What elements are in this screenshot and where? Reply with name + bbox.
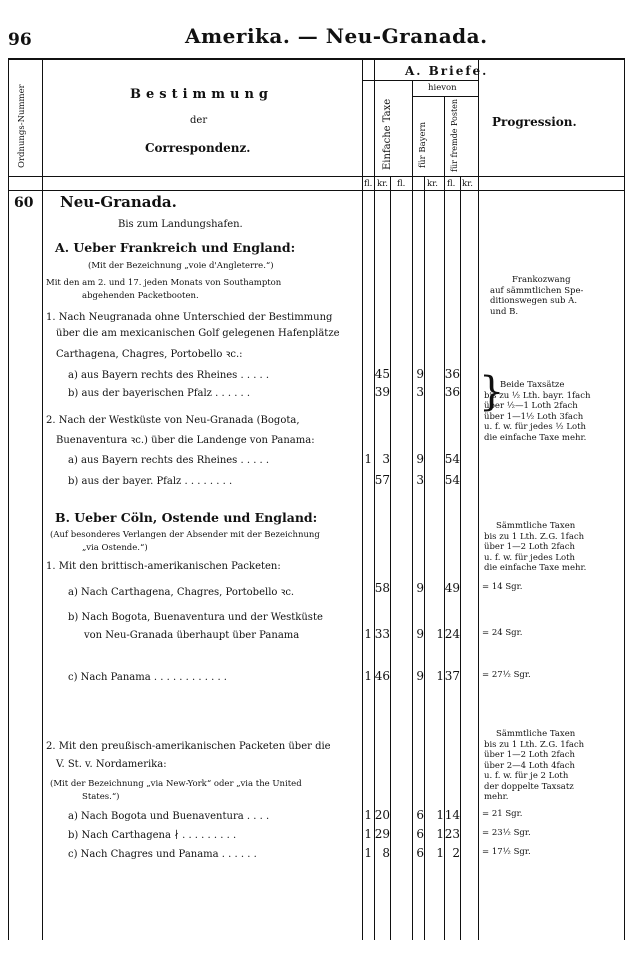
row-label: a) aus Bayern rechts des Rheines . . . . . bbox=[68, 455, 270, 466]
cell-einfache-fl: 1 bbox=[364, 827, 372, 841]
row-label: von Neu-Granada überhaupt über Panama bbox=[84, 630, 300, 641]
note-b2: (Mit der Bezeichnung „via New-York“ oder „via the United bbox=[50, 779, 302, 789]
text-b1: 1. Mit den brittisch-amerikanischen Packeten: bbox=[46, 561, 281, 572]
section-title: Neu-Granada. bbox=[60, 193, 177, 211]
row-label: a) Nach Bogota und Buenaventura . . . . bbox=[68, 811, 270, 822]
cell-einfache-kr: 33 bbox=[374, 627, 390, 641]
progression-note: Sämmtliche Taxen bis zu 1 Lth. Z.G. 1fach über 1—2 Loth 2fach u. f. w. für jedes Loth die einfache Taxe mehr. bbox=[484, 521, 587, 573]
cell-einfache-kr: 45 bbox=[374, 367, 390, 381]
cell-einfache-kr: 29 bbox=[374, 827, 390, 841]
text-a1: Carthagena, Chagres, Portobello ꝛc.: bbox=[56, 349, 243, 360]
text-a: abgehenden Packetbooten. bbox=[82, 291, 199, 301]
progression-value: = 17½ Sgr. bbox=[482, 847, 531, 857]
cell-fremde-kr: 54 bbox=[444, 473, 460, 487]
section-number: 60 bbox=[14, 195, 34, 211]
cell-einfache-fl: 1 bbox=[364, 627, 372, 641]
cell-einfache-fl: 1 bbox=[364, 669, 372, 683]
note-b: (Auf besonderes Verlangen der Absender mit der Bezeichnung bbox=[50, 530, 320, 540]
row-label: b) aus der bayer. Pfalz . . . . . . . . bbox=[68, 476, 233, 487]
cell-einfache-kr: 8 bbox=[382, 846, 390, 860]
cell-fremde-fl: 1 bbox=[436, 808, 444, 822]
col-divider-6 bbox=[460, 176, 461, 940]
header-der: der bbox=[190, 115, 208, 126]
hievon-rule bbox=[412, 96, 478, 97]
cell-einfache-kr: 58 bbox=[374, 581, 390, 595]
cell-einfache-fl: 1 bbox=[364, 452, 372, 466]
text-a1: über die am mexicanischen Golf gelegenen Hafenplätze bbox=[56, 328, 340, 339]
cell-bayern-kr: 6 bbox=[416, 846, 424, 860]
header-bestimmung: Bestimmung bbox=[130, 87, 274, 102]
cell-fremde-kr: 36 bbox=[444, 367, 460, 381]
progression-note: Beide Taxsätze bis zu ½ Lth. bayr. 1fach über ½—1 Loth 2fach über 1—1½ Loth 3fach u. f. w. für jedes ½ Loth die einfache Taxe mehr. bbox=[484, 380, 591, 443]
progression-value: = 14 Sgr. bbox=[482, 582, 523, 592]
unit-label: fl. bbox=[364, 179, 373, 189]
heading-b: B. Ueber Cöln, Ostende und England: bbox=[55, 510, 318, 525]
cell-bayern-kr: 6 bbox=[416, 808, 424, 822]
progression-value: = 23½ Sgr. bbox=[482, 828, 531, 838]
cell-fremde-kr: 24 bbox=[444, 627, 460, 641]
cell-fremde-fl: 1 bbox=[436, 627, 444, 641]
cell-bayern-kr: 3 bbox=[416, 473, 424, 487]
cell-fremde-kr: 14 bbox=[444, 808, 460, 822]
text-a2: 2. Nach der Westküste von Neu-Granada (Bogota, bbox=[46, 415, 300, 426]
left-border bbox=[8, 60, 9, 940]
row-label: b) aus der bayerischen Pfalz . . . . . . bbox=[68, 388, 251, 399]
progression-value: = 24 Sgr. bbox=[482, 628, 523, 638]
text-b2: 2. Mit den preußisch-amerikanischen Packeten über die bbox=[46, 741, 331, 752]
header-fremde-posten: für fremde Posten bbox=[450, 98, 459, 172]
table-top-rule bbox=[8, 58, 625, 60]
cell-einfache-kr: 39 bbox=[374, 385, 390, 399]
cell-fremde-kr: 2 bbox=[452, 846, 460, 860]
cell-einfache-kr: 46 bbox=[374, 669, 390, 683]
briefe-rule bbox=[362, 80, 478, 81]
header-ordnungs-nummer: Ordnungs-Nummer bbox=[17, 84, 27, 168]
header-hievon: hievon bbox=[428, 83, 457, 93]
unit-label: kr. bbox=[462, 179, 473, 189]
cell-bayern-kr: 9 bbox=[416, 669, 424, 683]
cell-fremde-fl: 1 bbox=[436, 846, 444, 860]
header-bottom-rule bbox=[8, 176, 625, 177]
progression-note: Frankozwang auf sämmtlichen Spe- ditionswegen sub A. und B. bbox=[490, 275, 584, 317]
header-briefe: A. Briefe. bbox=[405, 64, 489, 78]
cell-fremde-kr: 23 bbox=[444, 827, 460, 841]
col-divider-progression bbox=[478, 60, 479, 940]
cell-einfache-kr: 20 bbox=[374, 808, 390, 822]
units-bottom-rule bbox=[8, 190, 625, 191]
unit-label: fl. bbox=[397, 179, 406, 189]
header-progression: Progression. bbox=[492, 115, 577, 129]
row-label: b) Nach Bogota, Buenaventura und der Westküste bbox=[68, 612, 323, 623]
brace-icon: } bbox=[479, 369, 505, 415]
cell-fremde-kr: 36 bbox=[444, 385, 460, 399]
cell-einfache-kr: 57 bbox=[374, 473, 390, 487]
section-subtitle: Bis zum Landungshafen. bbox=[118, 219, 243, 230]
row-label: a) Nach Carthagena, Chagres, Portobello ꝛc. bbox=[68, 587, 295, 598]
right-border bbox=[624, 60, 625, 940]
note-b: „via Ostende.“) bbox=[82, 543, 148, 553]
unit-label: fl. bbox=[447, 179, 456, 189]
cell-einfache-fl: 1 bbox=[364, 808, 372, 822]
cell-fremde-kr: 54 bbox=[444, 452, 460, 466]
cell-einfache-fl: 1 bbox=[364, 846, 372, 860]
text-a1: 1. Nach Neugranada ohne Unterschied der Bestimmung bbox=[46, 312, 333, 323]
note-b2: States.“) bbox=[82, 792, 120, 802]
col-divider-number bbox=[42, 60, 43, 940]
heading-a: A. Ueber Frankreich und England: bbox=[55, 240, 296, 255]
cell-fremde-fl: 1 bbox=[436, 827, 444, 841]
unit-label: kr. bbox=[427, 179, 438, 189]
page-title: Amerika. — Neu-Granada. bbox=[185, 24, 488, 48]
row-label: a) aus Bayern rechts des Rheines . . . . . bbox=[68, 370, 270, 381]
text-a2: Buenaventura ꝛc.) über die Landenge von Panama: bbox=[56, 435, 315, 446]
cell-fremde-kr: 49 bbox=[444, 581, 460, 595]
progression-value: = 21 Sgr. bbox=[482, 809, 523, 819]
col-divider-2 bbox=[390, 176, 391, 940]
text-a: Mit den am 2. und 17. jeden Monats von Southampton bbox=[46, 278, 282, 288]
header-correspondenz: Correspondenz. bbox=[145, 141, 251, 155]
note-a: (Mit der Bezeichnung „voie d'Angleterre.“) bbox=[88, 261, 274, 271]
page-number: 96 bbox=[8, 30, 32, 50]
row-label: c) Nach Panama . . . . . . . . . . . . bbox=[68, 672, 227, 683]
progression-note: Sämmtliche Taxen bis zu 1 Lth. Z.G. 1fach über 1—2 Loth 2fach über 2—4 Loth 4fach u. f. w. für je 2 Loth der doppelte Taxsatz mehr. bbox=[484, 729, 585, 802]
cell-bayern-kr: 9 bbox=[416, 452, 424, 466]
cell-bayern-kr: 9 bbox=[416, 367, 424, 381]
unit-label: kr. bbox=[377, 179, 388, 189]
cell-bayern-kr: 9 bbox=[416, 581, 424, 595]
cell-fremde-kr: 37 bbox=[444, 669, 460, 683]
progression-value: = 27½ Sgr. bbox=[482, 670, 531, 680]
row-label: c) Nach Chagres und Panama . . . . . . bbox=[68, 849, 257, 860]
cell-fremde-fl: 1 bbox=[436, 669, 444, 683]
header-einfache-taxe: Einfache Taxe bbox=[382, 98, 393, 170]
cell-bayern-kr: 6 bbox=[416, 827, 424, 841]
cell-einfache-kr: 3 bbox=[382, 452, 390, 466]
text-b2: V. St. v. Nordamerika: bbox=[56, 759, 167, 770]
cell-bayern-kr: 9 bbox=[416, 627, 424, 641]
cell-bayern-kr: 3 bbox=[416, 385, 424, 399]
row-label: b) Nach Carthagena ∤ . . . . . . . . . bbox=[68, 830, 237, 841]
header-fuer-bayern: für Bayern bbox=[418, 121, 428, 168]
col-divider-4 bbox=[424, 176, 425, 940]
